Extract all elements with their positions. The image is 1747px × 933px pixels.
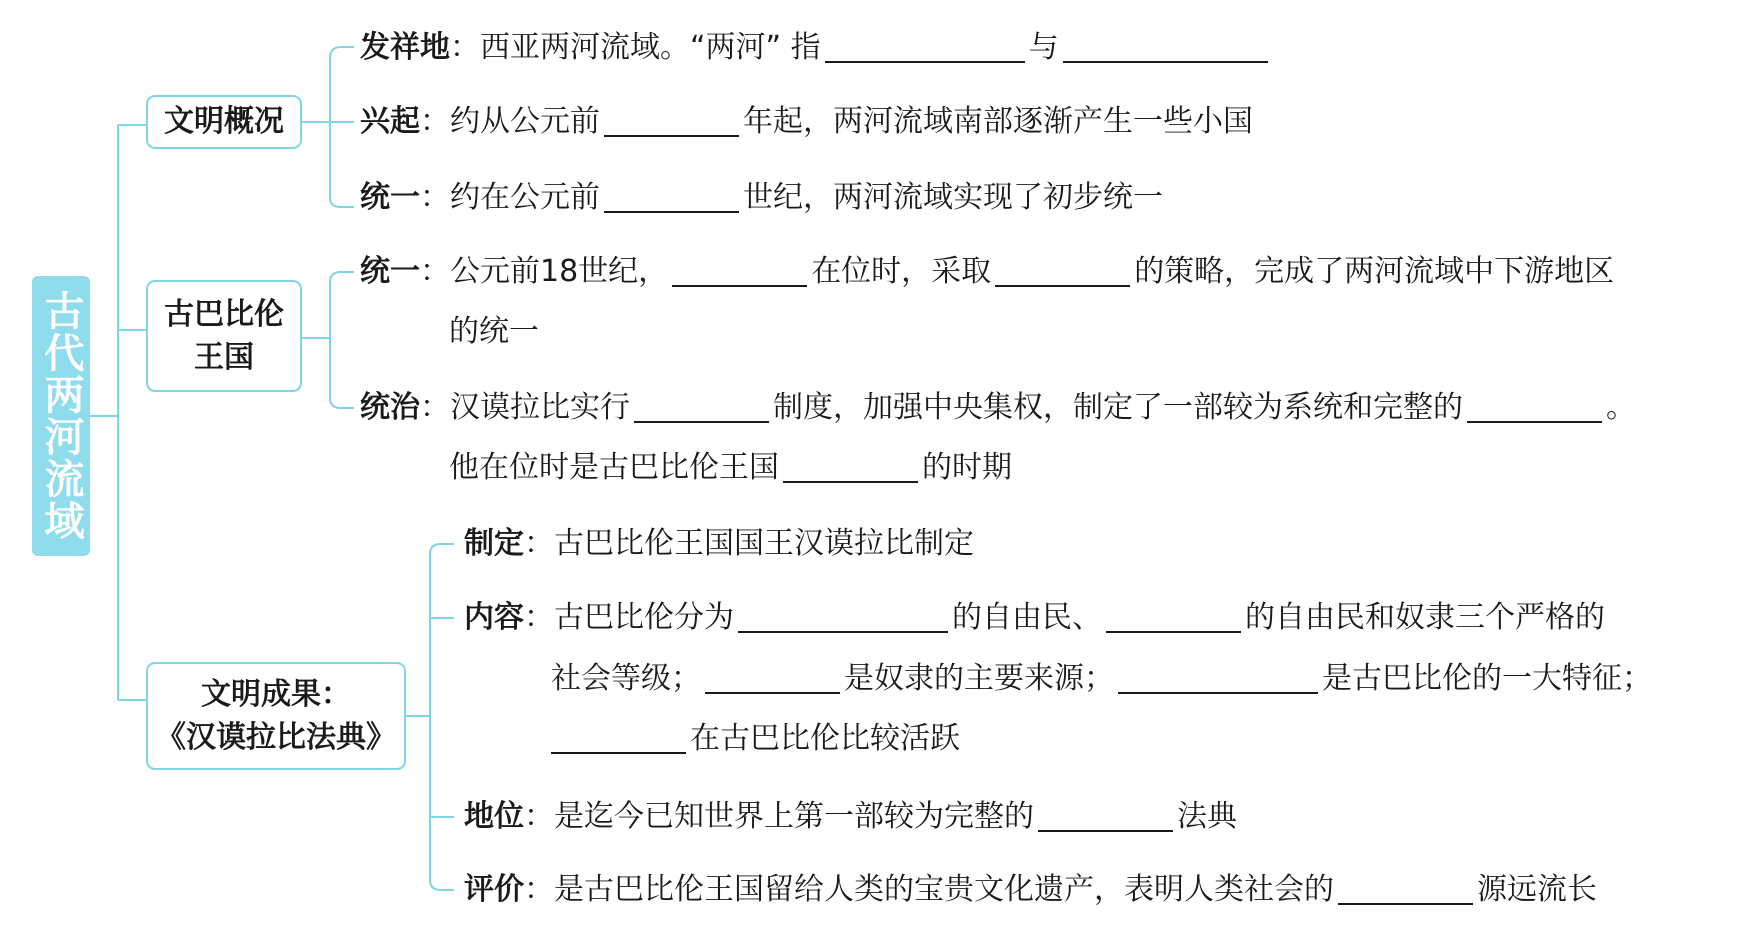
item-birthplace xyxy=(360,30,1272,65)
item-made-text: 古巴比伦王国国王汉谟拉比制定 xyxy=(554,526,974,561)
item-content-cont2 xyxy=(551,721,960,756)
item-rise-text: 约从公元前 xyxy=(450,104,600,139)
item-babylon-unify-text: 的策略，完成了两河流域中下游地区 xyxy=(1134,254,1615,289)
separator: ： xyxy=(524,526,554,561)
blank-field[interactable] xyxy=(1338,877,1473,905)
item-rise-text: 年起，两河流域南部逐渐产生一些小国 xyxy=(743,104,1253,139)
item-content-text: 的自由民、 xyxy=(952,600,1102,635)
separator: ： xyxy=(420,180,450,215)
root-topic xyxy=(32,276,90,556)
item-evaluation xyxy=(464,872,1597,907)
root-title: 古代两河流域 xyxy=(38,290,84,542)
item-content-text: 社会等级； xyxy=(551,661,701,696)
item-evaluation-label: 评价 xyxy=(464,872,524,907)
item-made xyxy=(464,526,974,561)
blank-field[interactable] xyxy=(1063,35,1268,63)
separator: ： xyxy=(420,390,450,425)
blank-field[interactable] xyxy=(672,259,807,287)
item-content-text: 在古巴比伦比较活跃 xyxy=(690,721,960,756)
item-content-text: 是古巴比伦的一大特征； xyxy=(1322,661,1652,696)
item-unify-early-text: 约在公元前 xyxy=(450,180,600,215)
item-babylon-rule-label: 统治 xyxy=(360,390,420,425)
item-unify-early-label: 统一 xyxy=(360,180,420,215)
item-babylon-rule-text: 。 xyxy=(1606,390,1636,425)
item-status xyxy=(464,799,1237,834)
item-rise xyxy=(360,104,1253,139)
item-content-text: 是奴隶的主要来源； xyxy=(844,661,1114,696)
separator: ： xyxy=(420,104,450,139)
branch-achievement-title-line1: 文明成果： xyxy=(201,676,351,712)
item-babylon-unify xyxy=(360,254,1615,289)
branch-overview-title: 文明概况 xyxy=(164,104,284,140)
blank-field[interactable] xyxy=(783,455,918,483)
item-unify-early-text: 世纪，两河流域实现了初步统一 xyxy=(743,180,1163,215)
item-babylon-rule-text: 汉谟拉比实行 xyxy=(450,390,630,425)
blank-field[interactable] xyxy=(604,185,739,213)
blank-field[interactable] xyxy=(1467,395,1602,423)
item-babylon-rule-text: 他在位时是古巴比伦王国 xyxy=(449,450,779,485)
branch-babylon-title-line2: 王国 xyxy=(194,340,254,375)
item-babylon-rule xyxy=(360,390,1636,425)
item-evaluation-text: 源远流长 xyxy=(1477,872,1597,907)
branch-achievement xyxy=(146,662,406,770)
item-content-label: 内容 xyxy=(464,600,524,635)
item-content-text: 的自由民和奴隶三个严格的 xyxy=(1245,600,1605,635)
separator: ： xyxy=(524,872,554,907)
item-rise-label: 兴起 xyxy=(360,104,420,139)
item-content-cont1 xyxy=(551,661,1652,696)
item-status-text: 是迄今已知世界上第一部较为完整的 xyxy=(554,799,1034,834)
item-content-text: 古巴比伦分为 xyxy=(554,600,734,635)
blank-field[interactable] xyxy=(825,35,1025,63)
blank-field[interactable] xyxy=(551,726,686,754)
item-babylon-rule-cont xyxy=(449,450,1012,485)
item-babylon-unify-text: 的统一 xyxy=(449,314,539,349)
item-birthplace-text: 西亚两河流域。“两河” 指 xyxy=(480,30,821,65)
item-babylon-unify-text: 公元前18世纪， xyxy=(450,254,669,289)
item-birthplace-text: 与 xyxy=(1028,30,1059,65)
item-babylon-unify-text: 在位时，采取 xyxy=(811,254,992,289)
branch-babylon xyxy=(146,280,302,392)
item-babylon-rule-text: 制度，加强中央集权，制定了一部较为系统和完整的 xyxy=(773,390,1463,425)
separator: ： xyxy=(524,600,554,635)
branch-achievement-title-line2: 《汉谟拉比法典》 xyxy=(156,720,396,755)
item-evaluation-text: 是古巴比伦王国留给人类的宝贵文化遗产，表明人类社会的 xyxy=(554,872,1334,907)
item-babylon-unify-cont xyxy=(449,314,539,349)
blank-field[interactable] xyxy=(738,605,948,633)
blank-field[interactable] xyxy=(995,259,1130,287)
blank-field[interactable] xyxy=(1118,666,1318,694)
separator: ： xyxy=(524,799,554,834)
blank-field[interactable] xyxy=(634,395,769,423)
item-babylon-unify-label: 统一 xyxy=(360,254,420,289)
item-content xyxy=(464,600,1605,635)
item-status-label: 地位 xyxy=(464,799,524,834)
blank-field[interactable] xyxy=(1106,605,1241,633)
separator: ： xyxy=(420,254,450,289)
item-made-label: 制定 xyxy=(464,526,524,561)
blank-field[interactable] xyxy=(1038,804,1173,832)
item-babylon-rule-text: 的时期 xyxy=(922,450,1012,485)
branch-babylon-title-line1: 古巴比伦 xyxy=(164,296,284,332)
blank-field[interactable] xyxy=(705,666,840,694)
item-status-text: 法典 xyxy=(1177,799,1237,834)
separator: ： xyxy=(450,30,480,65)
item-unify-early xyxy=(360,180,1163,215)
blank-field[interactable] xyxy=(604,109,739,137)
item-birthplace-label: 发祥地 xyxy=(360,30,450,65)
branch-overview xyxy=(146,95,302,149)
